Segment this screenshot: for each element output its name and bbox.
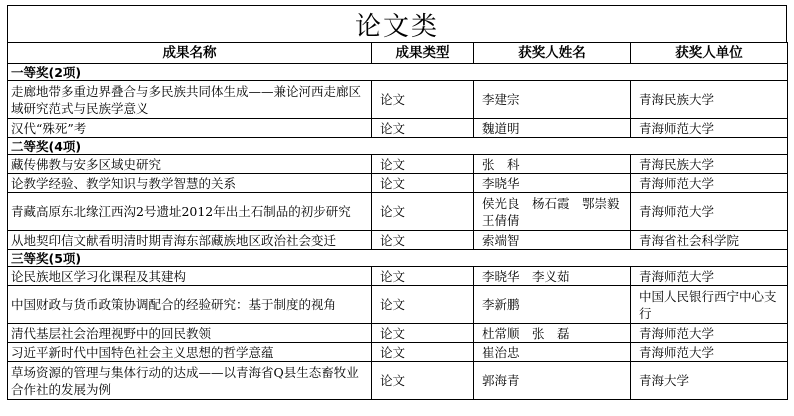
cell-type: 论文 (372, 231, 474, 250)
header-title: 成果名称 (8, 43, 372, 64)
table-row (8, 324, 788, 343)
cell-type: 论文 (372, 193, 474, 231)
cell-type: 论文 (372, 324, 474, 343)
cell-title: 走廊地带多重边界叠合与多民族共同体生成——兼论河西走廊区域研究范式与民族学意义 (8, 81, 372, 119)
cell-names: 索端智 (474, 231, 631, 250)
cell-title: 中国财政与货币政策协调配合的经验研究：基于制度的视角 (8, 286, 372, 324)
cell-title: 论教学经验、教学知识与教学智慧的关系 (8, 174, 372, 193)
section-row (8, 250, 788, 267)
cell-unit: 中国人民银行西宁中心支行 (631, 286, 788, 324)
cell-title: 清代基层社会治理视野中的回民教领 (8, 324, 372, 343)
header-type: 成果类型 (372, 43, 474, 64)
cell-title: 从地契印信文献看明清时期青海东部藏族地区政治社会变迁 (8, 231, 372, 250)
table-row (8, 343, 788, 362)
table-row (8, 174, 788, 193)
cell-type: 论文 (372, 81, 474, 119)
section-label: 一等奖(2项) (8, 64, 788, 81)
cell-type: 论文 (372, 119, 474, 138)
cell-names: 张 科 (474, 155, 631, 174)
header-names: 获奖人姓名 (474, 43, 631, 64)
cell-unit: 青海民族大学 (631, 81, 788, 119)
cell-unit: 青海师范大学 (631, 193, 788, 231)
cell-names: 李新鹏 (474, 286, 631, 324)
cell-names: 侯光良 杨石霞 鄂崇毅 王倩倩 (474, 193, 631, 231)
section-label: 二等奖(4项) (8, 138, 788, 155)
award-table (7, 42, 788, 400)
section-row (8, 64, 788, 81)
cell-names: 李晓华 (474, 174, 631, 193)
cell-names: 李建宗 (474, 81, 631, 119)
cell-unit: 青海师范大学 (631, 119, 788, 138)
cell-names: 崔治忠 (474, 343, 631, 362)
cell-unit: 青海师范大学 (631, 343, 788, 362)
cell-unit: 青海师范大学 (631, 174, 788, 193)
cell-title: 藏传佛教与安多区域史研究 (8, 155, 372, 174)
cell-title: 青藏高原东北缘江西沟2号遗址2012年出土石制品的初步研究 (8, 193, 372, 231)
document-title: 论文类 (7, 5, 787, 43)
table-row (8, 119, 788, 138)
header-row (8, 43, 788, 64)
header-unit: 获奖人单位 (631, 43, 788, 64)
section-row (8, 138, 788, 155)
cell-names: 魏道明 (474, 119, 631, 138)
cell-type: 论文 (372, 343, 474, 362)
cell-unit: 青海民族大学 (631, 155, 788, 174)
cell-type: 论文 (372, 174, 474, 193)
cell-type: 论文 (372, 267, 474, 286)
cell-names: 郭海青 (474, 362, 631, 400)
cell-title: 习近平新时代中国特色社会主义思想的哲学意蕴 (8, 343, 372, 362)
cell-unit: 青海师范大学 (631, 324, 788, 343)
cell-type: 论文 (372, 362, 474, 400)
cell-names: 李晓华 李义茹 (474, 267, 631, 286)
table-row (8, 362, 788, 400)
table-row (8, 231, 788, 250)
cell-title: 草场资源的管理与集体行动的达成——以青海省Q县生态畜牧业合作社的发展为例 (8, 362, 372, 400)
table-row (8, 155, 788, 174)
cell-unit: 青海师范大学 (631, 267, 788, 286)
table-row (8, 286, 788, 324)
table-row (8, 267, 788, 286)
cell-title: 论民族地区学习化课程及其建构 (8, 267, 372, 286)
cell-type: 论文 (372, 155, 474, 174)
cell-unit: 青海大学 (631, 362, 788, 400)
table-row (8, 193, 788, 231)
cell-type: 论文 (372, 286, 474, 324)
cell-unit: 青海省社会科学院 (631, 231, 788, 250)
section-label: 三等奖(5项) (8, 250, 788, 267)
cell-names: 杜常顺 张 磊 (474, 324, 631, 343)
table-row (8, 81, 788, 119)
cell-title: 汉代“殊死”考 (8, 119, 372, 138)
